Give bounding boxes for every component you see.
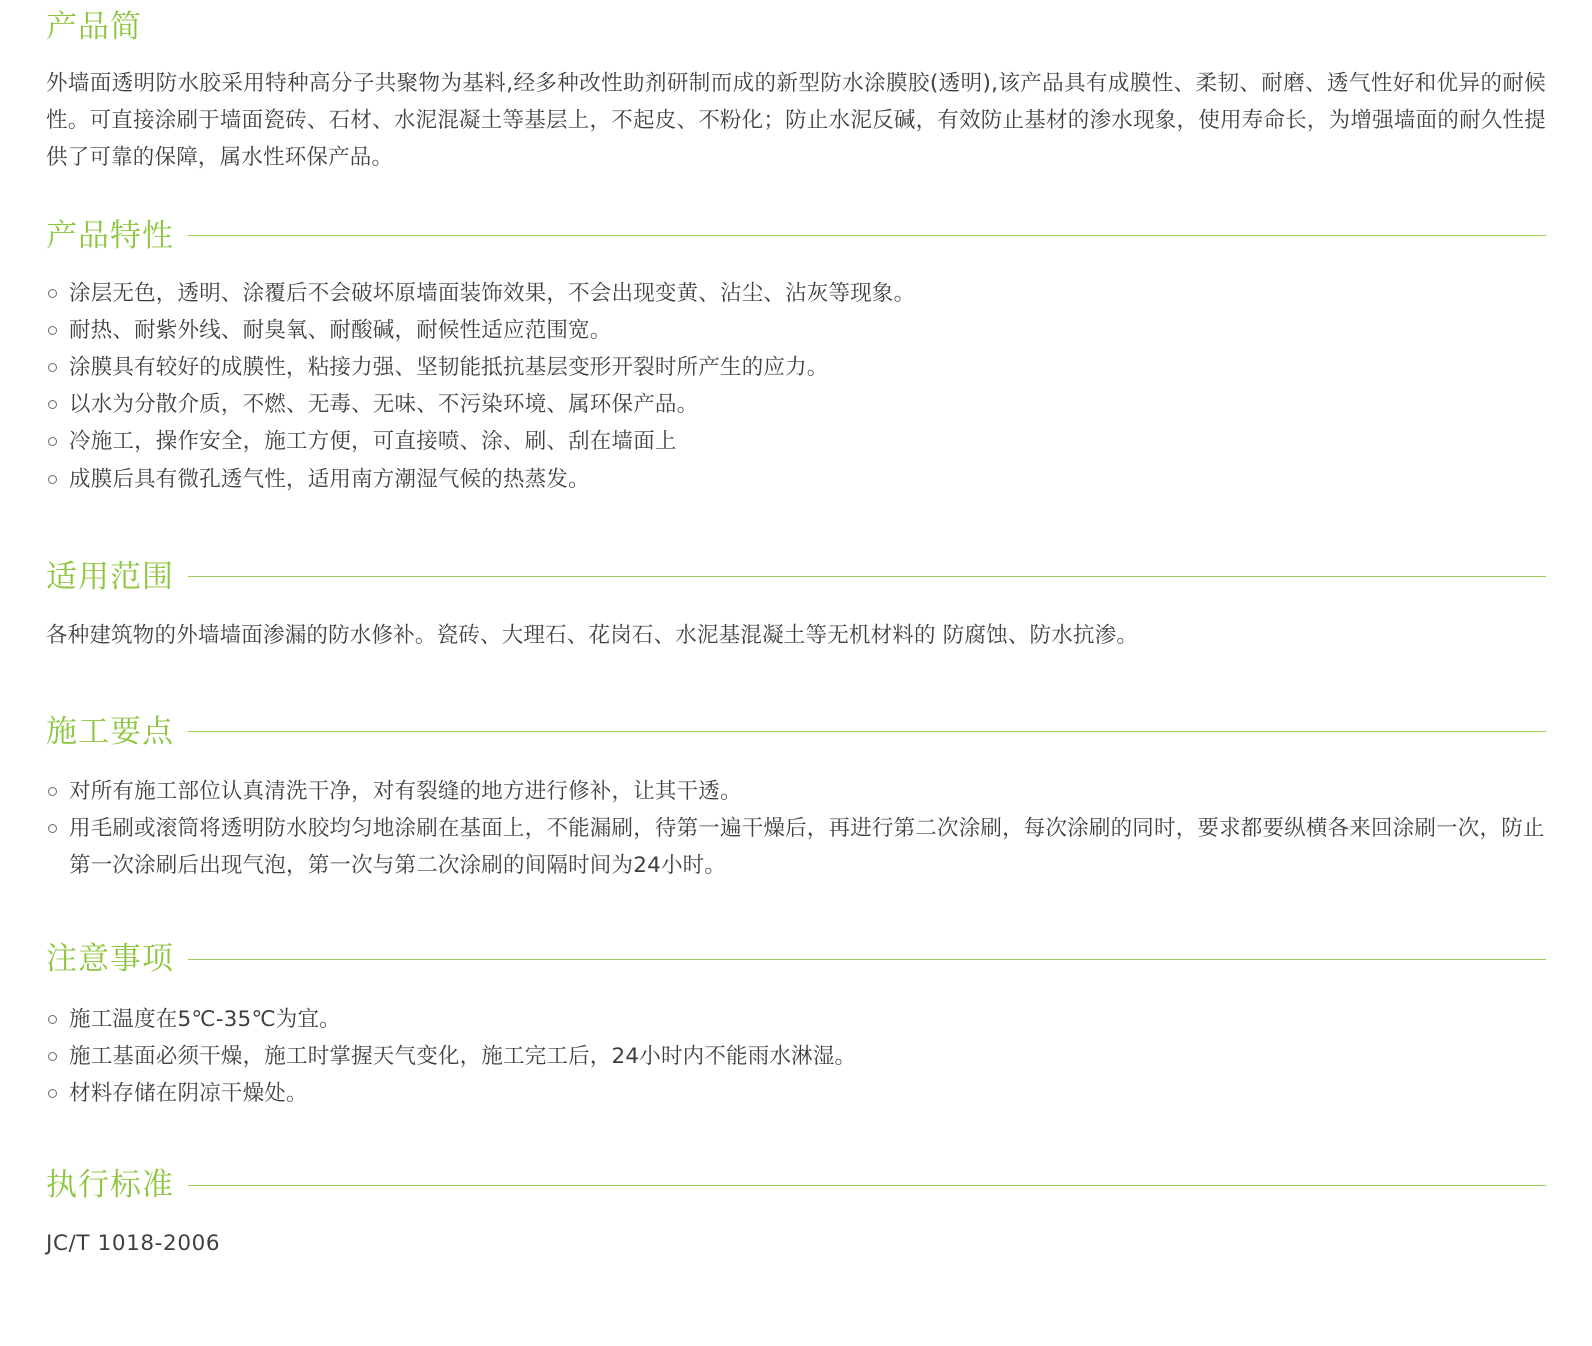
section-heading-product-features: [46, 219, 1546, 253]
list-item: 涂层无色，透明、涂覆后不会破坏原墙面装饰效果，不会出现变黄、沾尘、沾灰等现象。: [46, 275, 1546, 312]
scope-paragraph: 各种建筑物的外墙墙面渗漏的防水修补。瓷砖、大理石、花岗石、水泥基混凝土等无机材料的 防腐蚀、防水抗渗。: [46, 622, 1139, 648]
product-features-list: [46, 275, 1546, 498]
heading-rule: [188, 235, 1546, 236]
list-item: 成膜后具有微孔透气性，适用南方潮湿气候的热蒸发。: [46, 461, 1546, 498]
list-item: 耐热、耐紫外线、耐臭氧、耐酸碱，耐候性适应范围宽。: [46, 312, 1546, 349]
list-item: 用毛刷或滚筒将透明防水胶均匀地涂刷在基面上，不能漏刷，待第一遍干燥后，再进行第二次涂刷，每次涂刷的同时，要求都要纵横各来回涂刷一次，防止第一次涂刷后出现气泡，第一次与第二次涂刷的间隔时间为24小时。: [46, 810, 1546, 884]
section-title: 产品简: [46, 9, 142, 45]
list-item: 涂膜具有较好的成膜性，粘接力强、坚韧能抵抗基层变形开裂时所产生的应力。: [46, 349, 1546, 386]
section-title: 施工要点: [46, 713, 174, 750]
list-item: 以水为分散介质，不燃、无毒、无味、不污染环境、属环保产品。: [46, 386, 1546, 423]
product-intro-paragraph: 外墙面透明防水胶采用特种高分子共聚物为基料,经多种改性助剂研制而成的新型防水涂膜胶(透明),该产品具有成膜性、柔韧、耐磨、透气性好和优异的耐候性。可直接涂刷于墙面瓷砖、石材、水泥混凝土等基层上，不起皮、不粉化；防止水泥反碱，有效防止基材的渗水现象，使用寿命长，为增强墙面的耐久性提供了可靠的保障，属水性环保产品。: [46, 70, 1546, 170]
section-heading-product-intro: [46, 10, 1546, 44]
notice-list: [46, 1001, 1546, 1113]
section-construction-points: [46, 715, 1546, 885]
heading-rule: [188, 576, 1546, 577]
heading-rule: [188, 1185, 1546, 1186]
list-item: 施工基面必须干燥，施工时掌握天气变化，施工完工后，24小时内不能雨水淋湿。: [46, 1038, 1546, 1075]
section-heading-construction-points: [46, 715, 1546, 749]
section-title: 注意事项: [46, 941, 174, 978]
construction-points-list: [46, 773, 1546, 885]
section-heading-scope: [46, 560, 1546, 594]
section-title: 执行标准: [46, 1167, 174, 1204]
section-product-intro: [46, 10, 1546, 177]
section-title: 产品特性: [46, 217, 174, 254]
section-scope: [46, 560, 1546, 655]
standard-code: JC/T 1018-2006: [46, 1231, 221, 1257]
section-heading-standard: [46, 1168, 1546, 1202]
section-product-features: [46, 219, 1546, 498]
list-item: 冷施工，操作安全，施工方便，可直接喷、涂、刷、刮在墙面上: [46, 423, 1546, 460]
section-heading-notice: [46, 942, 1546, 976]
section-notice: [46, 942, 1546, 1112]
list-item: 对所有施工部位认真清洗干净，对有裂缝的地方进行修补，让其干透。: [46, 773, 1546, 810]
list-item: 材料存储在阴凉干燥处。: [46, 1075, 1546, 1112]
heading-rule: [188, 959, 1546, 960]
heading-rule: [188, 731, 1546, 732]
section-standard: [46, 1168, 1546, 1260]
list-item: 施工温度在5℃-35℃为宜。: [46, 1001, 1546, 1038]
section-title: 适用范围: [46, 558, 174, 595]
